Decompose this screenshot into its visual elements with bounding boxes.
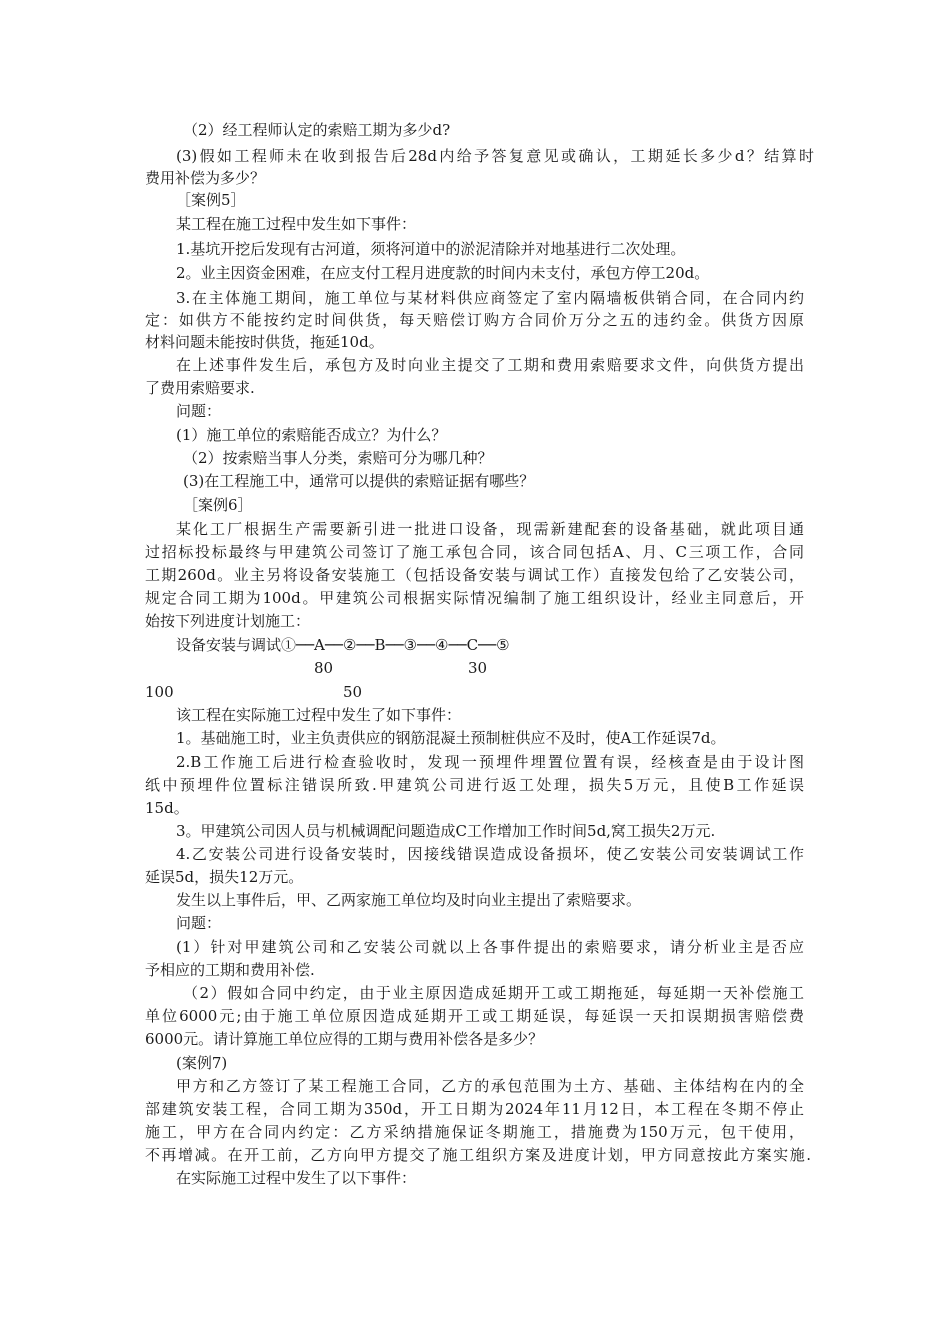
case-6-para-2: 过招标投标最终与甲建筑公司签订了施工承包合同，该合同包括A、月、C三项工作，合同 [145, 543, 804, 561]
question-2-line: （2）经工程师认定的索赔工期为多少d? [183, 121, 451, 139]
case-5-event-3-cont: 定：如供方不能按约定时间供货，每天赔偿订购方合同价万分之五的违约金。供货方因原 [145, 311, 804, 329]
case-6-summary: 发生以上事件后，甲、乙两家施工单位均及时向业主提出了索赔要求。 [176, 891, 642, 909]
case-6-para-3: 工期260d。业主另将设备安装施工（包括设备安装与调试工作）直接发包给了乙安装公司， [145, 566, 804, 584]
case-6-event-4-end: 延误5d，损失12万元。 [145, 868, 304, 886]
case-6-event-2-cont: 纸中预埋件位置标注错误所致.甲建筑公司进行返工处理，损失5万元，且使B工作延误 [145, 776, 804, 794]
case-7-para-1: 甲方和乙方签订了某工程施工合同，乙方的承包范围为土方、基础、主体结构在内的全 [176, 1077, 804, 1095]
case-5-paragraph-end: 了费用索赔要求. [145, 379, 255, 397]
case-7-para-3: 施工，甲方在合同内约定：乙方采纳措施保证冬期施工，措施费为150万元，包干使用， [145, 1123, 804, 1141]
schedule-duration-c: 50 [343, 683, 363, 701]
case-6-para-4: 规定合同工期为100d。甲建筑公司根据实际情况编制了施工组织设计，经业主同意后，开 [145, 589, 804, 607]
schedule-duration-b: 30 [468, 659, 488, 677]
schedule-duration-a: 80 [314, 659, 334, 677]
case-7-events-intro: 在实际施工过程中发生了以下事件： [176, 1169, 417, 1187]
case-7-para-4: 不再增减。在开工前，乙方向甲方提交了施工组织方案及进度计划，甲方同意按此方案实施. [145, 1146, 811, 1164]
case-6-heading: ［案例6］ [183, 496, 253, 514]
case-6-event-2-end: 15d。 [145, 799, 189, 817]
case-6-question-2-cont: 单位6000元;由于施工单位原因造成延期开工或工期延误，每延误一天扣误期损害赔偿费 [145, 1007, 804, 1025]
case-5-event-3-end: 材料问题未能按时供货，拖延10d。 [145, 333, 384, 351]
case-5-question-3: (3)在工程施工中，通常可以提供的索赔证据有哪些？ [183, 472, 535, 490]
case-7-heading: (案例7) [176, 1054, 228, 1072]
case-5-event-1: 1.基坑开挖后发现有古河道，须将河道中的淤泥清除并对地基进行二次处理。 [176, 240, 686, 258]
case-6-question-2-end: 6000元。请计算施工单位应得的工期与费用补偿各是多少？ [145, 1030, 544, 1048]
case-6-question-1: (1）针对甲建筑公司和乙安装公司就以上各事件提出的索赔要求，请分析业主是否应 [176, 938, 804, 956]
case-5-intro: 某工程在施工过程中发生如下事件： [176, 215, 417, 233]
case-5-event-3: 3.在主体施工期间，施工单位与某材料供应商签定了室内隔墙板供销合同，在合同内约 [176, 289, 804, 307]
case-6-event-2: 2.B工作施工后进行检查验收时，发现一预埋件埋置位置有误，经核查是由于设计图 [176, 753, 804, 771]
case-5-event-2: 2。业主因资金困难，在应支付工程月进度款的时间内未支付，承包方停工20d。 [176, 264, 710, 282]
question-3-line: (3)假如工程师未在收到报告后28d内给予答复意见或确认，工期延长多少d？结算时 [176, 147, 814, 165]
case-6-para-5: 始按下列进度计划施工： [145, 612, 311, 630]
case-6-para-1: 某化工厂根据生产需要新引进一批进口设备，现需新建配套的设备基础，就此项目通 [176, 520, 804, 538]
case-7-para-2: 部建筑安装工程，合同工期为350d，开工日期为2024年11月12日，本工程在冬期不停止 [145, 1100, 804, 1118]
case-5-questions-label: 问题： [176, 402, 222, 420]
question-3-cont: 费用补偿为多少？ [145, 169, 266, 187]
case-6-event-1: 1。基础施工时，业主负责供应的钢筋混凝土预制桩供应不及时，使A工作延误7d。 [176, 729, 726, 747]
case-5-question-1: (1）施工单位的索赔能否成立？为什么？ [176, 426, 447, 444]
case-5-heading: ［案例5］ [176, 191, 246, 209]
case-6-question-1-end: 予相应的工期和费用补偿. [145, 961, 315, 979]
case-6-event-3: 3。甲建筑公司因人员与机械调配问题造成C工作增加工作时间5d,窝工损失2万元. [176, 822, 716, 840]
case-6-events-intro: 该工程在实际施工过程中发生了如下事件： [176, 706, 462, 724]
schedule-diagram-line: 设备安装与调试①──A──②──B──③──④──C──⑤ [176, 636, 510, 654]
case-5-paragraph: 在上述事件发生后，承包方及时向业主提交了工期和费用索赔要求文件，向供货方提出 [176, 356, 804, 374]
case-6-questions-label: 问题： [176, 914, 222, 932]
case-6-question-2: （2）假如合同中约定，由于业主原因造成延期开工或工期拖延，每延期一天补偿施工 [183, 984, 804, 1002]
case-6-event-4: 4.乙安装公司进行设备安装时，因接线错误造成设备损坏，使乙安装公司安装调试工作 [176, 845, 804, 863]
schedule-duration-install: 100 [145, 683, 174, 701]
case-5-question-2: （2）按索赔当事人分类，索赔可分为哪几种？ [183, 449, 493, 467]
